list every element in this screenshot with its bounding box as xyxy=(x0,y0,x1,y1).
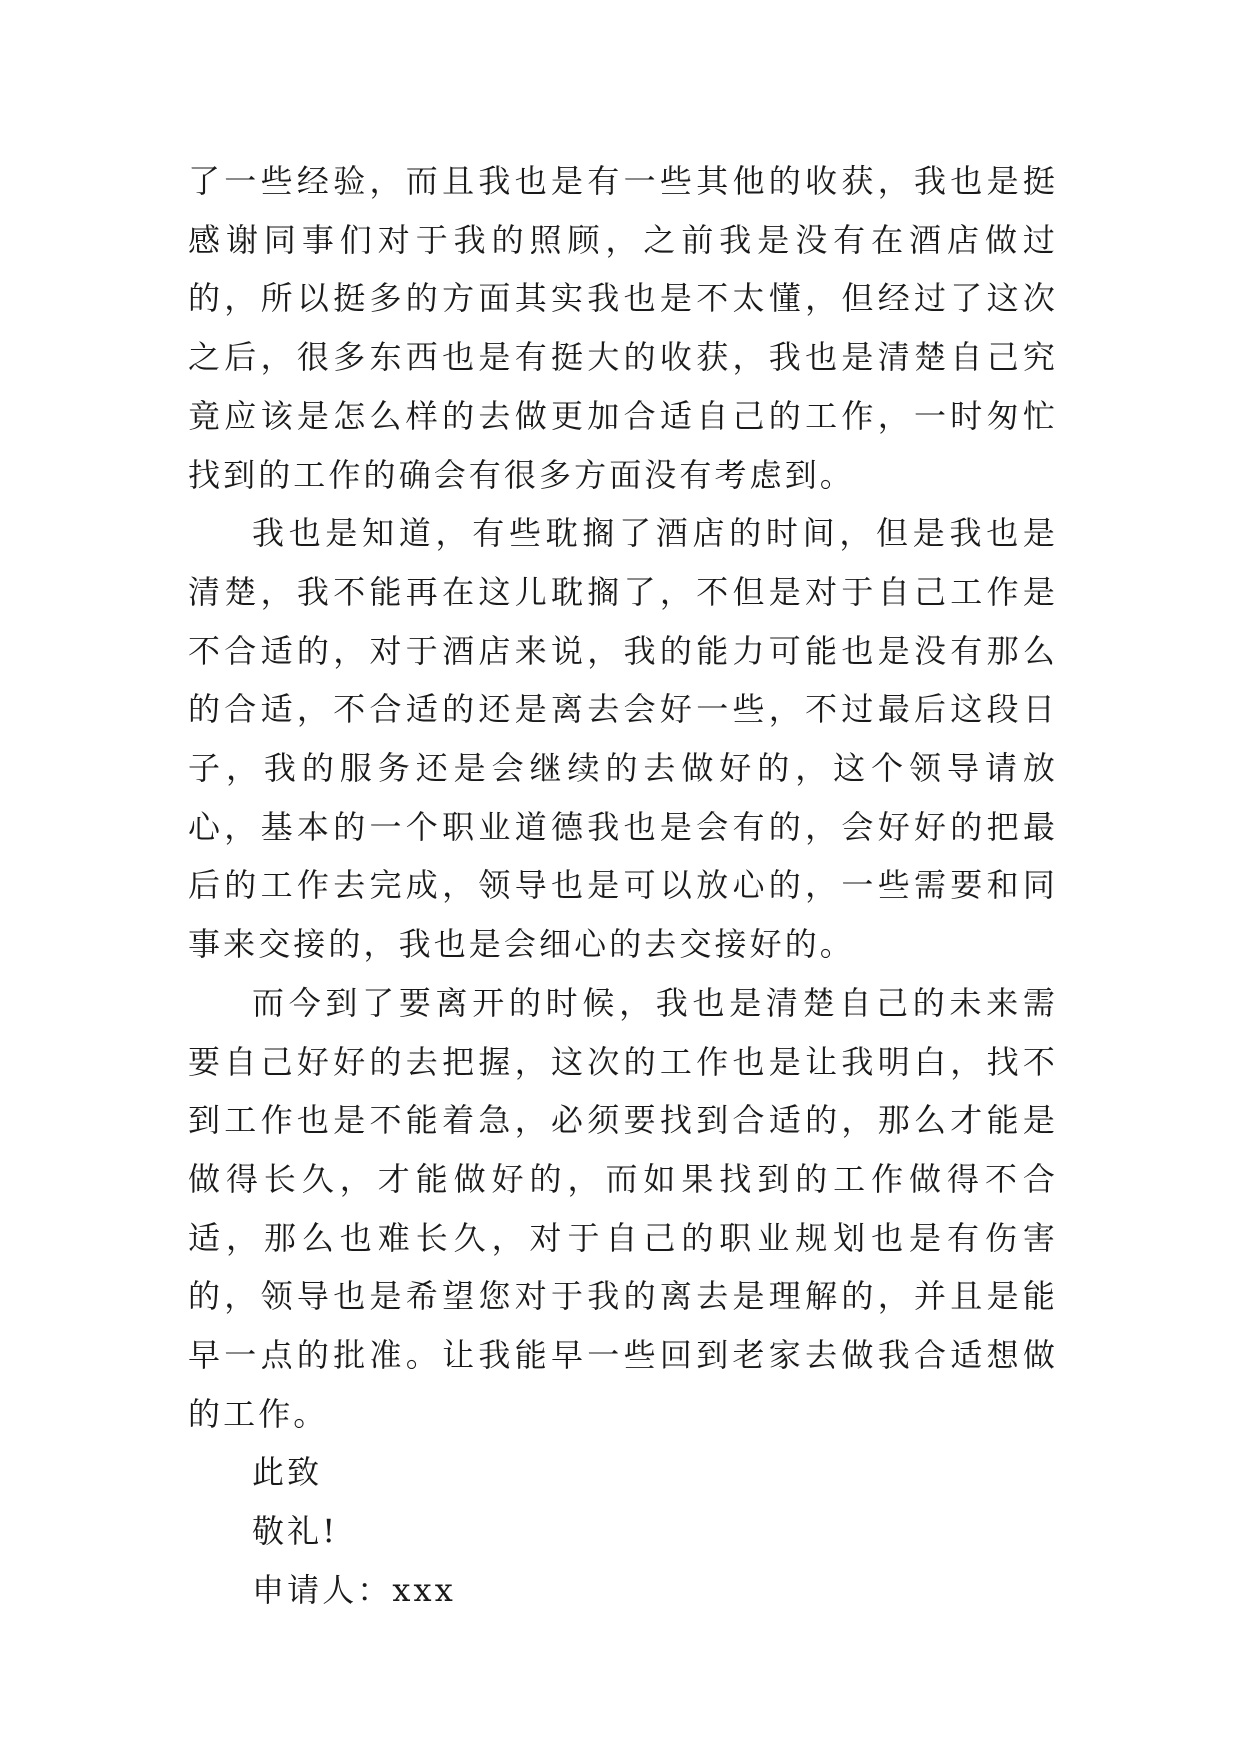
body-paragraph: 我也是知道，有些耽搁了酒店的时间，但是我也是清楚，我不能再在这儿耽搁了，不但是对于自己工作是不合适的，对于酒店来说，我的能力可能也是没有那么的合适，不合适的还是离去会好一些，不过最后这段日子，我的服务还是会继续的去做好的，这个领导请放心，基本的一个职业道德我也是会有的，会好好的把最后的工作去完成，领导也是可以放心的，一些需要和同事来交接的，我也是会细心的去交接好的。 xyxy=(188,514,1058,964)
signature-line: 申请人：xxx xyxy=(252,1570,456,1609)
body-paragraph-continuation: 了一些经验，而且我也是有一些其他的收获，我也是挺感谢同事们对于我的照顾，之前我是没有在酒店做过的，所以挺多的方面其实我也是不太懂，但经过了这次之后，很多东西也是有挺大的收获，我也是清楚自己究竟应该是怎么样的去做更加合适自己的工作，一时匆忙找到的工作的确会有很多方面没有考虑到。 xyxy=(188,162,1058,494)
closing-line: 此致 xyxy=(252,1453,323,1492)
salutation-line: 敬礼! xyxy=(252,1512,339,1551)
body-paragraph: 而今到了要离开的时候，我也是清楚自己的未来需要自己好好的去把握，这次的工作也是让我明白，找不到工作也是不能着急，必须要找到合适的，那么才能是做得长久，才能做好的，而如果找到的工作做得不合适，那么也难长久，对于自己的职业规划也是有伤害的，领导也是希望您对于我的离去是理解的，并且是能早一点的批准。让我能早一些回到老家去做我合适想做的工作。 xyxy=(188,983,1058,1433)
letter-body xyxy=(188,152,1058,1620)
